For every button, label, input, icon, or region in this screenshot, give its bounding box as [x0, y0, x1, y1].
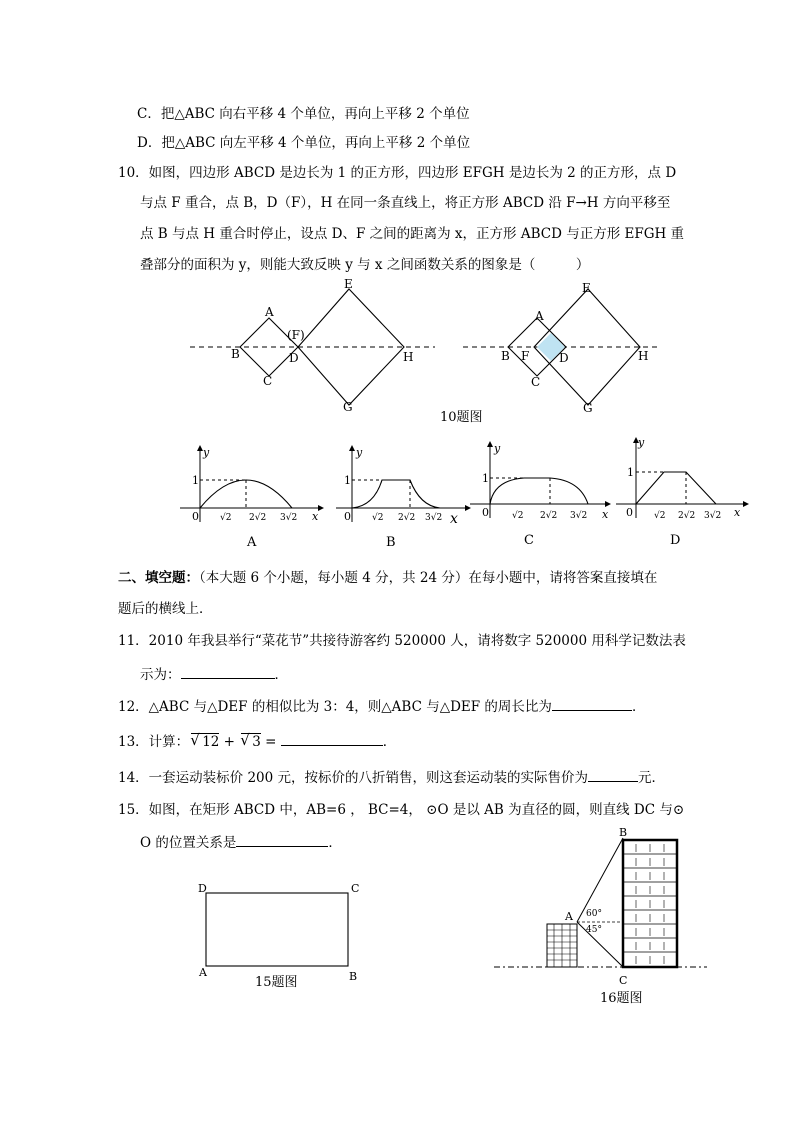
graph-a-ylabel: y	[203, 446, 210, 459]
graph-a-t2: 2√2	[249, 513, 267, 523]
fig-label-a: A	[265, 305, 274, 319]
graph-c-one: 1	[482, 472, 489, 485]
q14-line	[118, 767, 665, 788]
q11-line1: 11．2010 年我县举行“菜花节”共接待游客约 520000 人，请将数字 520000 用科学记数法表	[118, 633, 686, 649]
graph-c-ylabel: y	[494, 442, 501, 455]
graph-b-one: 1	[344, 474, 351, 487]
graph-a-label: A	[247, 535, 257, 550]
fig2-label-g: G	[583, 401, 593, 415]
graph-d-xlabel: x	[734, 506, 741, 519]
graph-d-t3: 3√2	[704, 511, 722, 521]
q11-line2	[140, 664, 288, 685]
graph-d-t1: √2	[654, 511, 666, 521]
q15-label-d: D	[198, 882, 207, 895]
q15-answer-blank[interactable]	[236, 832, 328, 847]
q13-answer-blank[interactable]	[281, 731, 383, 746]
fig2-label-d: D	[559, 351, 569, 365]
q14-answer-blank[interactable]	[588, 767, 638, 782]
q16-angle-45: 45°	[586, 925, 602, 935]
graph-a-zero: 0	[192, 510, 199, 523]
q13-period: ．	[382, 734, 397, 750]
graph-d-zero: 0	[626, 506, 633, 519]
graph-a-xlabel: x	[312, 510, 319, 523]
q12-line	[118, 696, 645, 717]
q15-label-a: A	[199, 966, 207, 979]
q15-line2	[140, 832, 342, 853]
q10-line3: 点 B 与点 H 重合时停止，设点 D、F 之间的距离为 x，正方形 ABCD 与正方形 EFGH 重	[140, 226, 685, 242]
fig-label-d: D	[289, 351, 299, 365]
section2-intro: （本大题 6 个小题，每小题 4 分，共 24 分）在每小题中，请将答案直接填在	[199, 570, 658, 586]
q15-line1: 15．如图，在矩形 ABCD 中，AB=6 ， BC=4， ⊙O 是以 AB 为直径的圆，则直线 DC 与⊙	[118, 802, 685, 818]
graph-b-label: B	[386, 535, 396, 550]
q16-label-b: B	[619, 826, 628, 839]
q15-label-b: B	[349, 970, 358, 983]
q16-figure	[492, 824, 712, 994]
graph-d-ylabel: y	[638, 436, 645, 449]
graph-c-t3: 3√2	[570, 511, 588, 521]
q11-prompt: 示为：	[140, 667, 181, 683]
fig-label-fp: (F)	[287, 328, 305, 342]
fig2-label-a: A	[535, 309, 544, 323]
graph-c-t1: √2	[512, 511, 524, 521]
q11-period: ．	[274, 667, 288, 683]
fig2-label-e: E	[582, 281, 591, 295]
q15-period: ．	[328, 835, 342, 851]
graph-b-zero: 0	[344, 510, 351, 523]
graph-b	[336, 446, 470, 550]
q10-line4: 叠部分的面积为 y，则能大致反映 y 与 x 之间函数关系的图象是（ ）	[140, 257, 590, 273]
option-d: D．把△ABC 向左平移 4 个单位，再向上平移 2 个单位	[137, 135, 471, 151]
fig-label-b: B	[231, 347, 240, 361]
q13-equals: =	[260, 734, 281, 750]
graph-d-one: 1	[627, 466, 634, 479]
section2-heading: 二、填空题：	[118, 570, 199, 586]
graph-c	[470, 442, 610, 548]
q16-label-c: C	[619, 974, 628, 987]
fig2-label-h: H	[638, 349, 649, 363]
graph-c-zero: 0	[482, 506, 489, 519]
graph-d-t2: 2√2	[678, 511, 696, 521]
graph-b-t2: 2√2	[398, 513, 416, 523]
graph-a-t1: √2	[220, 513, 232, 523]
q14-unit: 元．	[638, 770, 666, 786]
graph-c-xlabel: x	[602, 508, 609, 521]
q15-fig-caption: 15题图	[255, 975, 298, 990]
graph-a	[180, 446, 323, 550]
tall-building	[623, 840, 677, 967]
q13-text: 13．计算：	[118, 734, 190, 750]
q12-text: 12．△ABC 与△DEF 的相似比为 3：4，则△ABC 与△DEF 的周长比为	[118, 699, 552, 715]
q13-plus: +	[219, 734, 240, 750]
section2-line1	[118, 568, 657, 588]
q10-fig-caption: 10题图	[440, 410, 483, 425]
q15-prompt: O 的位置关系是	[140, 835, 237, 851]
fig-label-g: G	[343, 400, 353, 414]
fig-label-c: C	[263, 374, 273, 388]
q13-sqrt3: √ 3	[241, 733, 261, 750]
q11-answer-blank[interactable]	[181, 664, 275, 679]
q10-line2: 与点 F 重合，点 B，D（F），H 在同一条直线上，将正方形 ABCD 沿 F→H 方向平移至	[140, 195, 671, 211]
q10-figure	[185, 278, 665, 418]
q10-line1: 10．如图，四边形 ABCD 是边长为 1 的正方形，四边形 EFGH 是边长为 2 的正方形，点 D	[118, 165, 677, 181]
q12-period: ．	[631, 699, 646, 715]
graph-d-label: D	[670, 533, 681, 548]
q16-label-a: A	[565, 910, 573, 923]
q14-text: 14．一套运动装标价 200 元，按标价的八折销售，则这套运动装的实际售价为	[118, 770, 589, 786]
option-c: C．把△ABC 向右平移 4 个单位，再向上平移 2 个单位	[137, 106, 470, 122]
q15-label-c: C	[351, 882, 360, 895]
q16-fig-caption: 16题图	[600, 991, 643, 1006]
fig2-label-f: F	[521, 349, 530, 363]
graph-b-xlabel: x	[450, 511, 458, 527]
graph-a-t3: 3√2	[280, 513, 298, 523]
fig-label-e: E	[344, 278, 353, 291]
fig-label-h: H	[403, 350, 414, 364]
graph-c-label: C	[524, 533, 534, 548]
q12-answer-blank[interactable]	[552, 696, 632, 711]
fig2-label-b: B	[501, 349, 510, 363]
graph-c-t2: 2√2	[540, 511, 558, 521]
q10-graphs	[176, 432, 756, 552]
q16-angle-60: 60°	[586, 909, 602, 919]
graph-b-t1: √2	[372, 513, 384, 523]
graph-b-t3: 3√2	[425, 513, 443, 523]
section2-line2: 题后的横线上．	[118, 601, 213, 617]
small-building	[547, 924, 577, 967]
fig2-label-c: C	[531, 375, 541, 389]
q13-line	[118, 731, 396, 752]
graph-b-ylabel: y	[356, 446, 363, 459]
graph-a-one: 1	[192, 474, 199, 487]
q13-sqrt12: √ 12	[191, 733, 219, 750]
graph-d	[616, 436, 748, 548]
